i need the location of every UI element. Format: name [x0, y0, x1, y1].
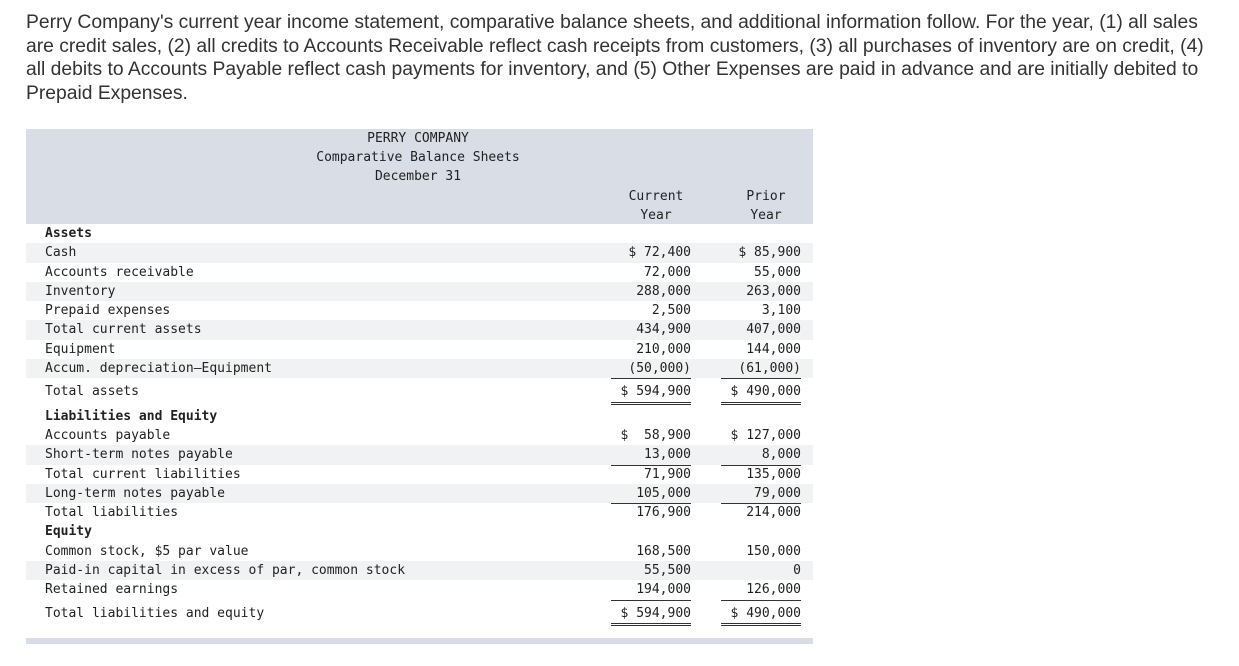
current-year-value: 13,000: [611, 445, 691, 465]
table-row: [26, 243, 813, 262]
table-row: [26, 604, 813, 623]
prior-year-value: 79,000: [721, 484, 801, 504]
table-row: [26, 224, 813, 243]
prior-year-value: (61,000): [721, 359, 801, 379]
current-year-value: 210,000: [636, 341, 691, 357]
row-label: Accum. depreciation—Equipment: [45, 361, 272, 377]
prior-year-value: 135,000: [746, 466, 801, 482]
table-row: [26, 340, 813, 359]
current-year-value: 194,000: [611, 580, 691, 600]
prior-year-value: 150,000: [746, 543, 801, 559]
prior-year-value: $ 490,000: [721, 604, 801, 626]
table-row: [26, 282, 813, 301]
table-row: [26, 522, 813, 541]
row-label: Cash: [45, 245, 77, 261]
table-row: [26, 320, 813, 339]
current-year-value: 71,900: [644, 466, 691, 482]
company-name: PERRY COMPANY: [367, 131, 469, 146]
current-year-value: 176,900: [636, 505, 691, 521]
table-row: [26, 382, 813, 401]
prior-year-value: 263,000: [746, 283, 801, 299]
table-row: [26, 426, 813, 445]
current-year-value: (50,000): [611, 359, 691, 379]
row-label: Retained earnings: [45, 582, 179, 598]
current-year-value: $ 594,900: [611, 604, 691, 626]
row-label: Total liabilities: [45, 505, 179, 521]
table-row: [26, 301, 813, 320]
current-year-value: $ 594,900: [611, 382, 691, 404]
row-label: Common stock, $5 par value: [45, 543, 249, 559]
row-label: Equipment: [45, 341, 116, 357]
current-year-value: $ 58,900: [620, 427, 691, 443]
balance-sheet-table: [26, 129, 813, 644]
row-label: Short-term notes payable: [45, 447, 233, 463]
prior-year-value: $ 127,000: [730, 427, 801, 443]
table-row: [26, 445, 813, 464]
problem-intro: Perry Company's current year income statement, comparative balance sheets, and additional information follow. For the year, (1) all sales are credit sales, (2) all credits to Accounts Receivable reflect cash receipts from customers, (3) all purchases of inventory are on credit, (4) all debits to Accounts Payable reflect cash payments for inventory, and (5) Other Expenses are paid in advance and are initially debited to Prepaid Expenses.: [26, 12, 1204, 104]
row-label: Long-term notes payable: [45, 485, 226, 501]
current-year-value: 168,500: [636, 543, 691, 559]
table-body: [26, 224, 813, 623]
row-label: Prepaid expenses: [45, 303, 171, 319]
table-row: [26, 407, 813, 426]
table-row: [26, 503, 813, 522]
row-label: Equity: [45, 524, 92, 540]
table-footer-bar: [26, 638, 813, 644]
current-year-value: 288,000: [636, 283, 691, 299]
table-row: [26, 580, 813, 599]
row-label: Liabilities and Equity: [45, 408, 218, 424]
col-prior-year-label2: Year: [750, 208, 782, 223]
table-row: [26, 561, 813, 580]
row-label: Total liabilities and equity: [45, 605, 265, 621]
row-label: Total current liabilities: [45, 466, 241, 482]
table-header: [26, 129, 813, 224]
current-year-value: 105,000: [611, 484, 691, 504]
col-current-year-label2: Year: [640, 208, 672, 223]
statement-title: Comparative Balance Sheets: [316, 150, 520, 165]
table-row: [26, 542, 813, 561]
current-year-value: $ 72,400: [628, 245, 691, 261]
col-current-year-label1: Current: [628, 189, 684, 204]
prior-year-value: $ 85,900: [738, 245, 801, 261]
row-label: Assets: [45, 226, 92, 241]
prior-year-value: 214,000: [746, 505, 801, 521]
table-row: [26, 263, 813, 282]
current-year-value: 434,900: [636, 322, 691, 338]
prior-year-value: 55,000: [754, 264, 801, 280]
prior-year-value: 8,000: [721, 445, 801, 465]
current-year-value: 72,000: [644, 264, 691, 280]
row-label: Accounts payable: [45, 427, 171, 443]
row-label: Accounts receivable: [45, 264, 194, 280]
prior-year-value: $ 490,000: [721, 382, 801, 404]
current-year-value: 2,500: [611, 301, 691, 321]
prior-year-value: 407,000: [746, 322, 801, 338]
row-label: Total assets: [45, 384, 139, 400]
prior-year-value: 3,100: [721, 301, 801, 321]
row-label: Total current assets: [45, 322, 202, 338]
prior-year-value: 126,000: [721, 580, 801, 600]
row-label: Paid-in capital in excess of par, common stock: [45, 563, 406, 579]
table-row: [26, 484, 813, 503]
statement-date: December 31: [374, 169, 462, 184]
table-row: [26, 359, 813, 378]
prior-year-value: 0: [793, 563, 801, 579]
prior-year-value: 144,000: [746, 341, 801, 357]
current-year-value: 55,500: [644, 563, 691, 579]
table-row: [26, 465, 813, 484]
row-label: Inventory: [45, 283, 116, 299]
col-prior-year-label1: Prior: [746, 189, 786, 204]
